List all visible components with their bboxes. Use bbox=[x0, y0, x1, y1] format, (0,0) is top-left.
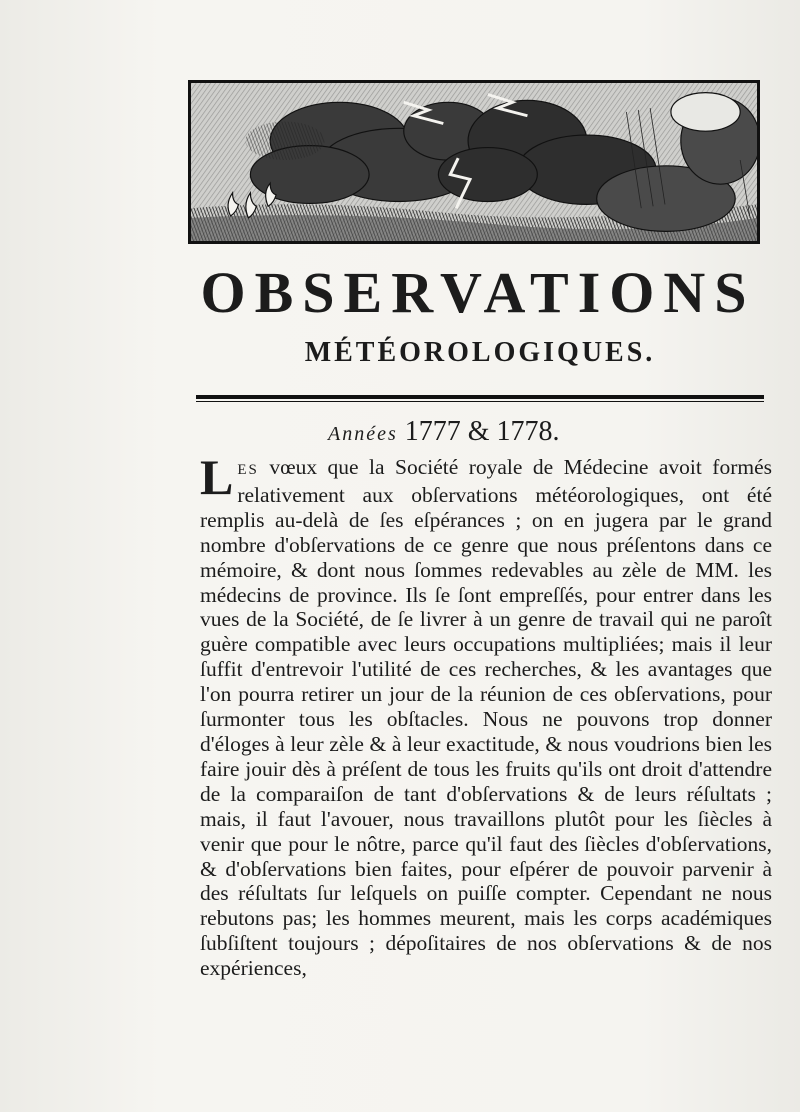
opening-smallcaps: ES bbox=[237, 462, 259, 478]
heading-rule-thick bbox=[196, 395, 764, 399]
article-text: vœux que la Société royale de Médecine avoit formés relativement aux obſervations météorologiques, ont été remplis au-delà de ſes eſpérances ; on en jugera par le grand nombre d'obſervations de ce genre que nous préſentons dans ce mémoire, & dont nous ſommes redevables au zèle de MM. les médecins de province. Ils ſe ſont empreſſés, pour entrer dans les vues de la Société, de ſe livrer à un genre de travail qui ne paroît guère compatible avec leurs occupations multipliées; mais il leur ſuffit d'entrevoir l'utilité de ces recherches, & les avantages que l'on pourra retirer un jour de la réunion de ces obſervations, pour ſurmonter tous les obſtacles. Nous ne pouvons trop donner d'éloges à leur zèle & à leur exactitude, & nous voudrions bien les faire jouir dès à préſent de tous les fruits qu'ils ont droit d'attendre de la comparaiſon de tant d'obſervations & de leurs réſultats ; mais, il faut l'avouer, nous travaillons plutôt pour les ſiècles à venir que pour le nôtre, parce qu'il faut des ſiècles d'obſervations, & d'obſervations bien faites, pour eſpérer de pouvoir parvenir à des réſultats ſur leſquels on puiſſe compter. Cependant ne nous rebutons pas; les hommes meurent, mais les corps académiques ſubſiſtent toujours ; dépoſitaires de nos obſervations & de nos expériences, bbox=[200, 455, 772, 981]
drop-cap: L bbox=[200, 449, 234, 505]
storm-engraving-icon bbox=[188, 80, 760, 244]
page-subtitle: MÉTÉOROLOGIQUES. bbox=[304, 337, 656, 368]
heading-rule-thin bbox=[196, 401, 764, 402]
article-body bbox=[200, 449, 772, 981]
years-prefix: Années bbox=[328, 423, 398, 445]
page-title: OBSERVATIONS bbox=[200, 260, 756, 325]
years-heading bbox=[328, 412, 560, 454]
storm-vignette-svg bbox=[191, 83, 757, 241]
years-value: 1777 & 1778. bbox=[404, 416, 560, 447]
